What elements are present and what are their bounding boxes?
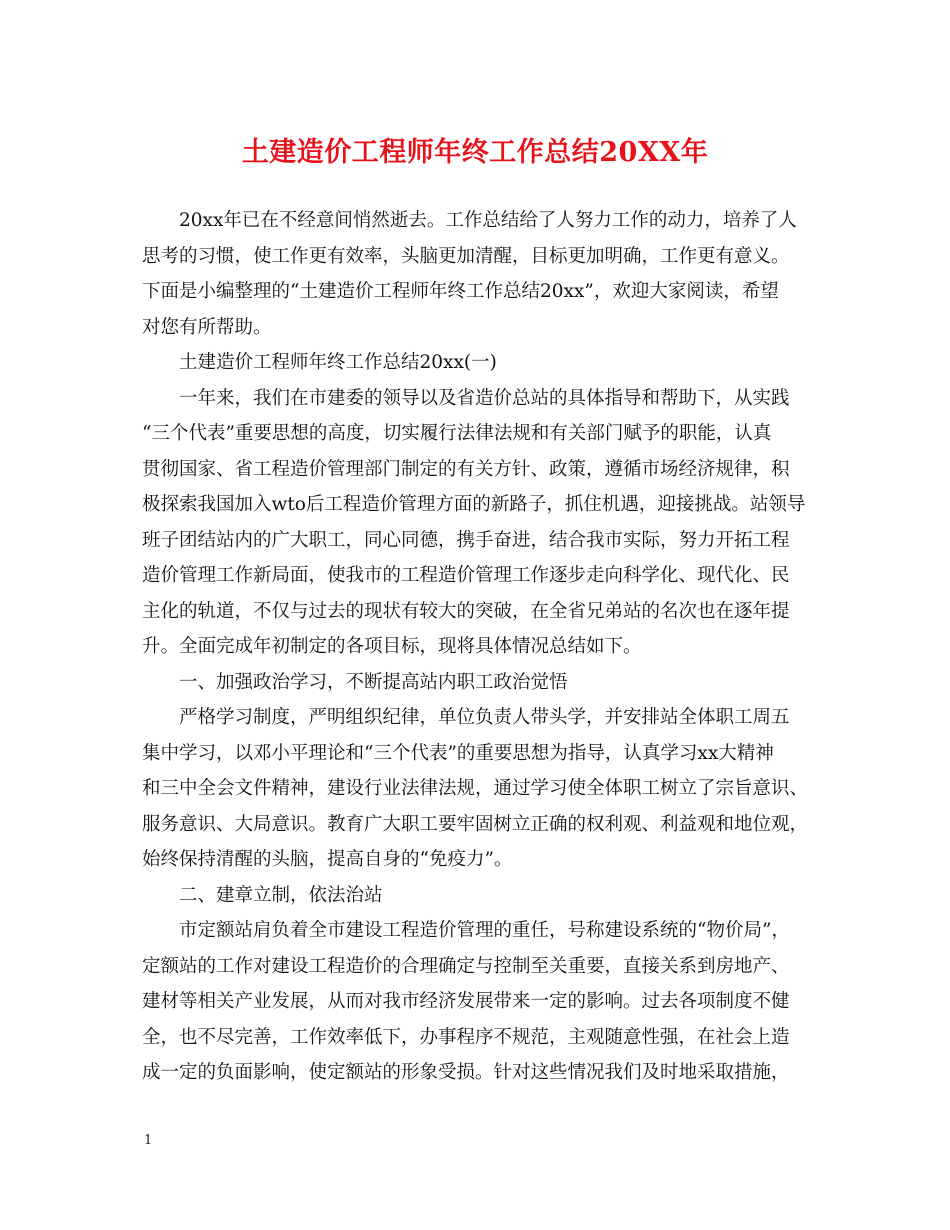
document-body (142, 203, 812, 1091)
page-number: 1 (144, 1133, 153, 1148)
body-line: “三个代表”重要思想的高度，切实履行法律法规和有关部门赋予的职能，认真 (142, 423, 772, 444)
body-line: 班子团结站内的广大职工，同心同德，携手奋进，结合我市实际，努力开拓工程 (142, 529, 790, 551)
body-line: 贯彻国家、省工程造价管理部门制定的有关方针、政策，遵循市场经济规律，积 (142, 458, 790, 480)
body-line: 主化的轨道，不仅与过去的现状有较大的突破，在全省兄弟站的名次也在逐年提 (142, 600, 790, 622)
body-line: 极探索我国加入wto后工程造价管理方面的新路子，抓住机遇，迎接挑战。站领导 (142, 494, 806, 515)
body-line: 集中学习，以邓小平理论和“三个代表”的重要思想为指导，认真学习xx大精神 (142, 742, 774, 764)
section-heading: 一、加强政治学习，不断提高站内职工政治觉悟 (179, 671, 568, 693)
body-line: 全，也不尽完善，工作效率低下，办事程序不规范，主观随意性强，在社会上造 (142, 1026, 790, 1048)
body-line: 成一定的负面影响，使定额站的形象受损。针对这些情况我们及时地采取措施， (142, 1062, 790, 1083)
body-line: 一年来，我们在市建委的领导以及省造价总站的具体指导和帮助下，从实践 (179, 387, 790, 409)
body-line: 20xx年已在不经意间悄然逝去。工作总结给了人努力工作的动力，培养了人 (179, 210, 797, 231)
body-line: 和三中全会文件精神，建设行业法律法规，通过学习使全体职工树立了宗旨意识、 (142, 778, 809, 799)
body-line: 对您有所帮助。 (142, 316, 272, 338)
section-heading: 二、建章立制，依法治站 (179, 884, 383, 906)
body-line: 造价管理工作新局面，使我市的工程造价管理工作逐步走向科学化、现代化、民 (142, 565, 790, 586)
document-title: 土建造价工程师年终工作总结20XX年 (241, 137, 709, 168)
section-heading: 土建造价工程师年终工作总结20xx(一) (179, 352, 497, 373)
body-line: 始终保持清醒的头脑，提高自身的“免疫力”。 (142, 849, 513, 870)
body-line: 升。全面完成年初制定的各项目标，现将具体情况总结如下。 (142, 636, 642, 657)
body-line: 市定额站肩负着全市建设工程造价管理的重任，号称建设系统的“物价局”， (179, 920, 790, 941)
body-line: 服务意识、大局意识。教育广大职工要牢固树立正确的权利观、利益观和地位观， (142, 813, 809, 835)
body-line: 建材等相关产业发展，从而对我市经济发展带来一定的影响。过去各项制度不健 (142, 991, 790, 1012)
body-line: 定额站的工作对建设工程造价的合理确定与控制至关重要，直接关系到房地产、 (142, 955, 790, 977)
body-line: 严格学习制度，严明组织纪律，单位负责人带头学，并安排站全体职工周五 (179, 707, 790, 728)
body-line: 下面是小编整理的“土建造价工程师年终工作总结20xx”，欢迎大家阅读，希望 (142, 281, 779, 302)
body-line: 思考的习惯，使工作更有效率，头脑更加清醒，目标更加明确，工作更有意义。 (142, 245, 790, 267)
